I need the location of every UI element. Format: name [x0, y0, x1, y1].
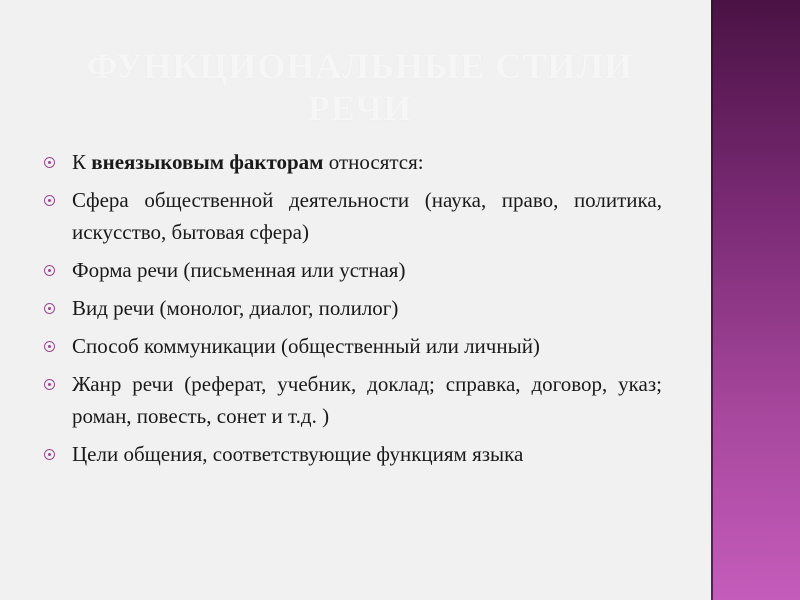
bullet-list: [44, 146, 662, 476]
item-text: Жанр речи (реферат, учебник, доклад; справка, договор, указ; роман, повесть, сонет и т.д. ): [72, 372, 662, 428]
slide-title: ФУНКЦИОНАЛЬНЫЕ СТИЛИ РЕЧИ: [86, 46, 634, 128]
bullet-icon: [44, 303, 55, 314]
item-text-bold: внеязыковым факторам: [91, 150, 324, 174]
item-text: Способ коммуникации (общественный или личный): [72, 334, 540, 358]
list-item: [44, 254, 662, 286]
decorative-sidebar: [713, 0, 800, 600]
item-text: Цели общения, соответствующие функциям языка: [72, 442, 524, 466]
list-item: [44, 184, 662, 248]
item-text-pre: К: [72, 150, 92, 174]
item-text: Сфера общественной деятельности (наука, право, политика, искусство, бытовая сфера): [72, 188, 662, 244]
list-item: [44, 330, 662, 362]
list-item: [44, 368, 662, 432]
item-text-post: относятся:: [323, 150, 424, 174]
item-text: Вид речи (монолог, диалог, полилог): [72, 296, 399, 320]
bullet-icon: [44, 379, 55, 390]
item-text: Форма речи (письменная или устная): [72, 258, 406, 282]
list-item: [44, 292, 662, 324]
list-item: [44, 438, 662, 470]
bullet-icon: [44, 195, 55, 206]
bullet-icon: [44, 265, 55, 276]
bullet-icon: [44, 157, 55, 168]
bullet-icon: [44, 341, 55, 352]
bullet-icon: [44, 449, 55, 460]
list-item: [44, 146, 662, 178]
